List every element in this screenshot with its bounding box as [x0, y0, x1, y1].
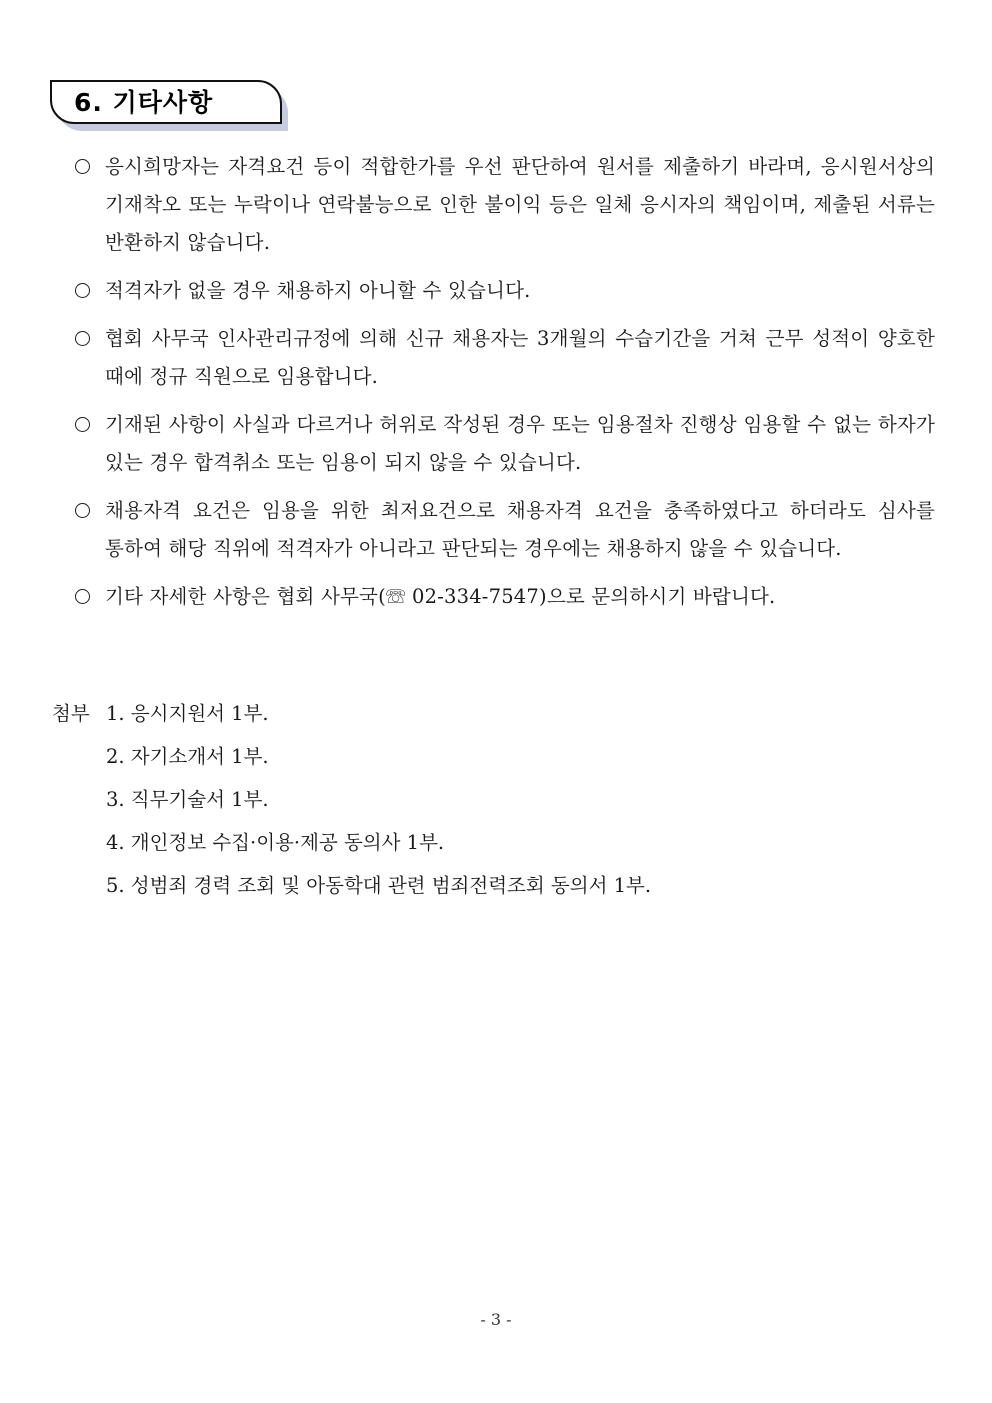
- circle-bullet-icon: [75, 417, 90, 432]
- circle-bullet-icon: [75, 283, 90, 298]
- attachment-text: 3. 직무기술서 1부.: [106, 788, 269, 811]
- note-text: 채용자격 요건은 임용을 위한 최저요건으로 채용자격 요건을 충족하였다고 하더라도 심사를 통하여 해당 직위에 적격자가 아니라고 판단되는 경우에는 채용하지 않을 수 있습니다.: [105, 499, 935, 560]
- attachment-item: [52, 735, 912, 778]
- note-item: [75, 492, 935, 568]
- attachment-text: 1. 응시지원서 1부.: [106, 702, 269, 725]
- note-item: [75, 406, 935, 482]
- attachment-item: [52, 864, 912, 907]
- note-text: 기타 자세한 사항은 협회 사무국(☏ 02-334-7547)으로 문의하시기 바랍니다.: [105, 585, 776, 608]
- attachment-text: 4. 개인정보 수집·이용·제공 동의사 1부.: [106, 831, 445, 854]
- attachment-text: 2. 자기소개서 1부.: [106, 745, 269, 768]
- attachments-label: 첨부: [52, 702, 90, 725]
- note-item: [75, 578, 935, 616]
- note-item: [75, 320, 935, 396]
- circle-bullet-icon: [75, 503, 90, 518]
- note-text: 협회 사무국 인사관리규정에 의해 신규 채용자는 3개월의 수습기간을 거쳐 근무 성적이 양호한 때에 정규 직원으로 임용합니다.: [105, 327, 935, 388]
- section-header: [50, 80, 288, 132]
- note-text: 응시희망자는 자격요건 등이 적합한가를 우선 판단하여 원서를 제출하기 바라며, 응시원서상의 기재착오 또는 누락이나 연락불능으로 인한 불이익 등은 일체 응시자의 책임이며, 제출된 서류는 반환하지 않습니다.: [105, 155, 935, 254]
- section-title: 6. 기타사항: [74, 88, 214, 117]
- circle-bullet-icon: [75, 159, 90, 174]
- notes-list: [75, 148, 935, 626]
- circle-bullet-icon: [75, 589, 90, 604]
- note-item: [75, 272, 935, 310]
- note-text: 기재된 사항이 사실과 다르거나 허위로 작성된 경우 또는 임용절차 진행상 임용할 수 없는 하자가 있는 경우 합격취소 또는 임용이 되지 않을 수 있습니다.: [105, 413, 935, 474]
- note-text: 적격자가 없을 경우 채용하지 아니할 수 있습니다.: [105, 279, 531, 302]
- attachment-item: [52, 821, 912, 864]
- attachments-list: [52, 692, 912, 907]
- attachment-text: 5. 성범죄 경력 조회 및 아동학대 관련 범죄전력조회 동의서 1부.: [106, 874, 652, 897]
- attachment-item: [52, 692, 912, 735]
- attachment-item: [52, 778, 912, 821]
- note-item: [75, 148, 935, 262]
- circle-bullet-icon: [75, 331, 90, 346]
- section-header-box: [50, 80, 282, 124]
- page-number: - 3 -: [480, 1310, 512, 1329]
